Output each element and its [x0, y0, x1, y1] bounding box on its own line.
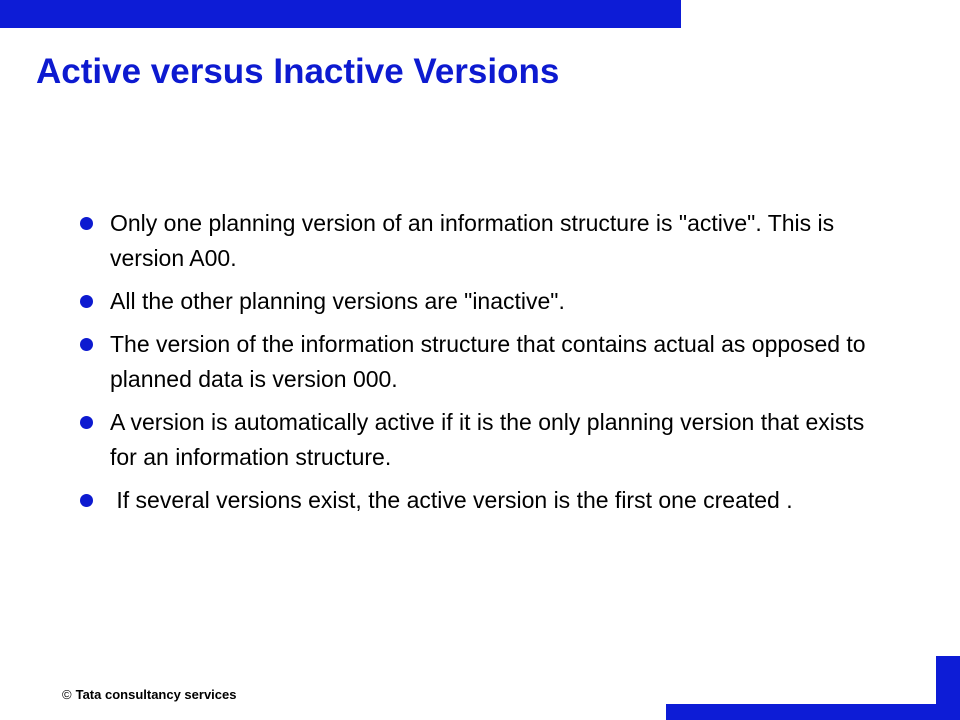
slide-title: Active versus Inactive Versions: [36, 52, 560, 91]
bullet-item: [76, 284, 876, 319]
footer-copyright: [62, 687, 237, 703]
corner-accent-block: [936, 656, 960, 720]
bullet-dot-icon: [80, 217, 93, 230]
bullet-text: If several versions exist, the active version is the first one created .: [110, 487, 793, 513]
top-accent-bar: [0, 0, 681, 28]
footer-company-name: Tata consultancy services: [75, 687, 237, 702]
bullet-dot-icon: [80, 295, 93, 308]
bullet-text: All the other planning versions are "inactive".: [110, 288, 565, 314]
bullet-text: Only one planning version of an information structure is "active". This is version A00.: [110, 210, 841, 271]
bullet-item: [76, 405, 876, 475]
bullet-item: [76, 206, 876, 276]
bullet-dot-icon: [80, 338, 93, 351]
bullet-dot-icon: [80, 494, 93, 507]
bullet-dot-icon: [80, 416, 93, 429]
bullet-item: [76, 327, 876, 397]
bullet-text: The version of the information structure that contains actual as opposed to planned data is version 000.: [110, 331, 872, 392]
bullet-text: A version is automatically active if it is the only planning version that exists for an information structure.: [110, 409, 871, 470]
bullet-item: [76, 483, 876, 518]
bottom-accent-bar: [666, 704, 960, 720]
copyright-icon: ©: [62, 687, 72, 702]
bullet-list: [76, 206, 876, 526]
